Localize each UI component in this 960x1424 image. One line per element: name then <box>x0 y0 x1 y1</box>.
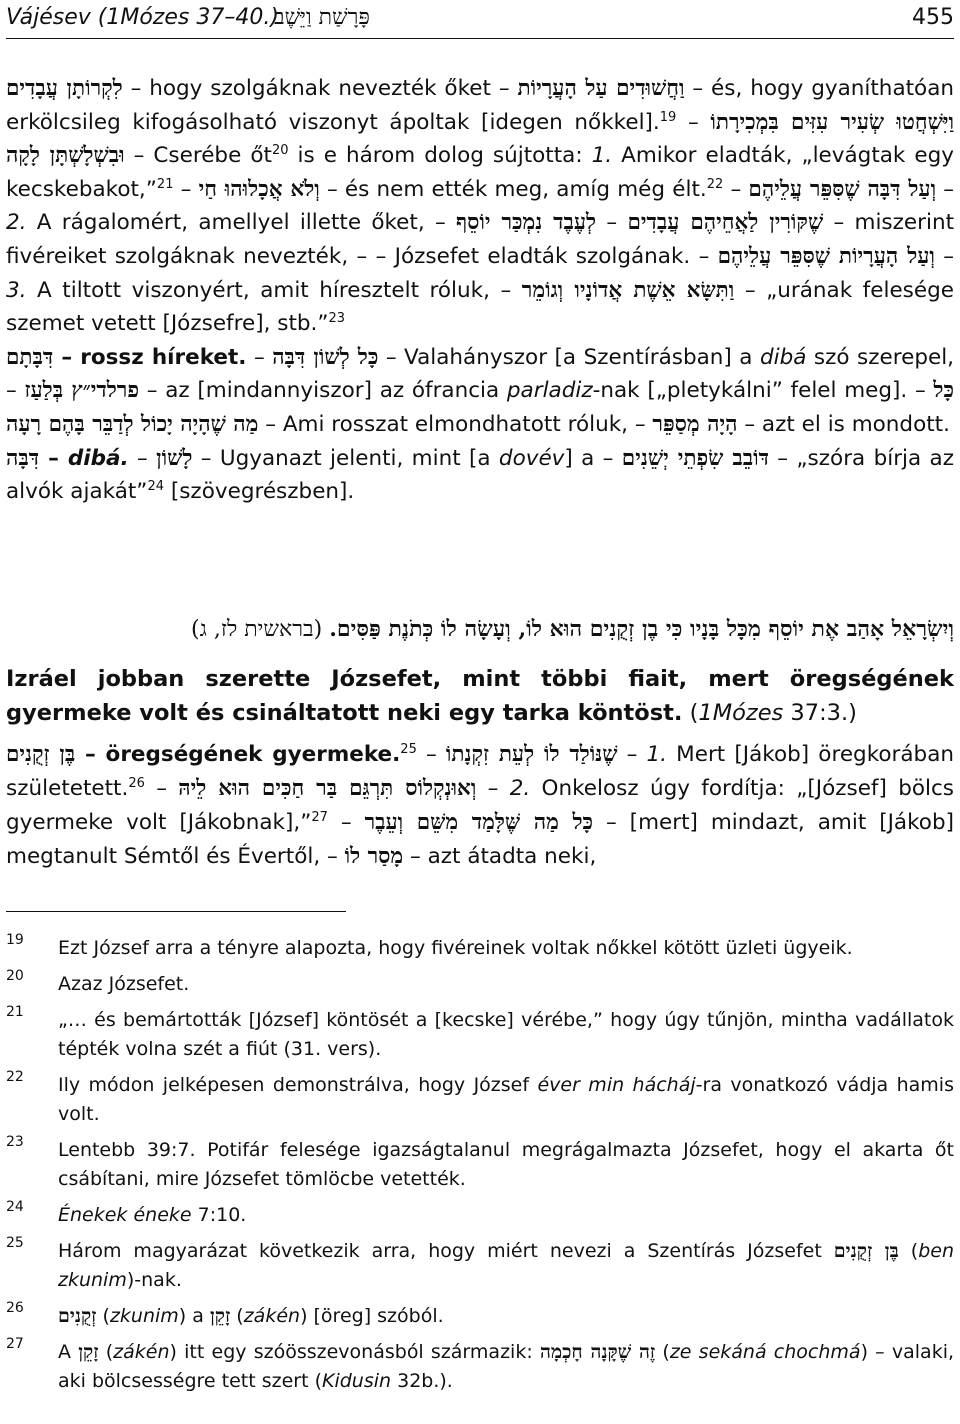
footnote-ref-24[interactable]: 24 <box>147 478 164 494</box>
text: – <box>246 344 273 370</box>
text: – azt el is mondott. <box>737 411 950 437</box>
text: – <box>723 176 749 202</box>
text: – Józsefet eladták szolgának. – <box>375 243 718 269</box>
text: „… és bemártották [József] köntösét a [kecske] vérébe,” hogy úgy tűnjön, mintha vadállatok tépték volna szét a fiút (31. vers). <box>58 1009 954 1060</box>
footnote-25 <box>6 1237 954 1295</box>
text: Ezt József arra a tényre alapozta, hogy fivéreinek voltak nőkkel kötött üzleti ügyeik. <box>58 937 853 959</box>
hebrew-quote: זֶה שֶׁקָּנָה חָכְמָה <box>539 1341 656 1363</box>
page-header <box>6 0 954 40</box>
headword-gloss: – öregségének gyermeke. <box>75 742 401 767</box>
italic-term: Énekek éneke <box>58 1204 192 1226</box>
text: ( <box>96 1305 110 1327</box>
footnote-27 <box>6 1338 954 1396</box>
italic-term: zkunim <box>109 1305 179 1327</box>
verse-reference: (בראשית לז, ג) <box>191 617 330 642</box>
italic-term: Kidusin <box>322 1370 392 1392</box>
verse-translation <box>6 662 954 730</box>
text: Azaz Józsefet. <box>58 973 190 995</box>
commentary-block-2 <box>6 738 954 874</box>
text: )-nak. <box>126 1269 182 1291</box>
text: ( <box>230 1305 244 1327</box>
enum-number: 1. <box>591 143 613 169</box>
text: -ra vonatkozó vádja hamis volt. <box>58 1074 954 1125</box>
text: is e három dolog sújtotta: <box>288 143 592 169</box>
footnote-text <box>58 1071 954 1129</box>
text: ( <box>682 700 699 726</box>
hebrew-quote: וַחֲשׁוּדִים עַל הָעֲרָיוֹת <box>517 76 685 101</box>
footnote-number: 20 <box>6 968 24 984</box>
footnote-20 <box>6 970 954 999</box>
hebrew-headword: בֶּן זְקֻנִים <box>6 742 76 767</box>
hebrew-quote: כָּל לְשׁוֹן דִּבָּה <box>272 344 379 370</box>
footnote-text <box>58 1237 954 1295</box>
footnote-19 <box>6 934 954 963</box>
hebrew-quote: כָּל מַה שֶּׁלָּמַד מִשֵּׁם וְעֵבֶר <box>364 810 594 835</box>
footnote-number: 24 <box>6 1199 24 1215</box>
italic-term: ben zkunim <box>58 1240 954 1291</box>
footnote-text <box>58 1201 954 1230</box>
footnote-ref-23[interactable]: 23 <box>328 311 346 326</box>
hebrew-quote: וַתִּשָּׂא אֵשֶׁת אֲדוֹנָיו וְגוֹמֵר <box>521 277 735 303</box>
hebrew-quote: וְאוּנְקְלוֹס תִּרְגֵּם בַּר חַכִּים הוּא לֵיהּ <box>178 776 477 801</box>
text: ( <box>655 1341 670 1363</box>
text: – <box>173 176 199 202</box>
hebrew-quote: הָיָה מְסַפֵּר <box>652 411 738 437</box>
text: A rágalomért, amellyel illette őket, – <box>26 210 456 236</box>
footnote-text <box>58 1338 954 1396</box>
text: – és nem ették meg, amíg még élt. <box>319 176 707 202</box>
text: 32b.). <box>391 1370 453 1392</box>
paragraph-3 <box>6 442 954 509</box>
parashah-name: פָּרָשַׁת וַיֵּשֶׁב <box>274 5 370 30</box>
page-number: 455 <box>912 5 954 30</box>
text: ] a – <box>564 445 622 471</box>
reference-book: 1Mózes <box>698 700 784 726</box>
text: [szövegrészben]. <box>164 479 355 505</box>
text: – az [mindannyiszor] az ófrancia <box>139 378 507 404</box>
hebrew-headword: דִּבָּה <box>6 445 40 471</box>
footnote-text <box>58 1136 954 1194</box>
text: – „urának felesége szemet vetett [Józsefre], stb.” <box>6 277 954 337</box>
hebrew-quote: בֶּן זְקֻנִים <box>833 1240 899 1262</box>
hebrew-verse <box>6 612 954 647</box>
italic-term: zákén <box>243 1305 301 1327</box>
text: – <box>676 109 711 135</box>
hebrew-quote: לְעֶבֶד נִמְכַּר יוֹסֵף <box>456 210 597 236</box>
footnote-ref-26[interactable]: 26 <box>128 775 145 791</box>
text: – <box>617 742 647 767</box>
hebrew-quote: זָקֵן <box>78 1341 99 1363</box>
headword-gloss: dibá. <box>67 445 129 471</box>
commentary-block-1 <box>6 72 954 509</box>
footnote-22 <box>6 1071 954 1129</box>
text: – „szóra bírja az alvók ajakát” <box>6 445 954 505</box>
text: – Ugyanazt jelenti, mint [a <box>192 445 499 471</box>
footnote-number: 27 <box>6 1336 24 1352</box>
footnote-text <box>58 934 954 963</box>
footnote-rule <box>6 911 346 912</box>
italic-term: parladiz <box>506 378 593 404</box>
text: – miszerint fivéreiket szolgáknak nevezték, – <box>6 210 954 269</box>
footnote-text <box>58 1006 954 1064</box>
footnote-number: 25 <box>6 1235 24 1251</box>
footnote-21 <box>6 1006 954 1064</box>
text: – hogy szolgáknak nevezték őket – <box>122 76 518 101</box>
hebrew-headword: דִּבָּתָם <box>6 344 54 370</box>
hebrew-quote: וְעַל דִּבָּה שֶׁסִּפֵּר עֲלֵיהֶם <box>748 176 937 202</box>
footnote-number: 22 <box>6 1069 24 1085</box>
text: ) – valaki, aki bölcsességre tett szert ( <box>58 1341 955 1392</box>
verse-text: וְיִשְׂרָאֵל אָהַב אֶת יוֹסֵף מִכָּל בָּנָיו כִּי בֶן זְקֻנִים הוּא לוֹ, וְעָשָׂה לוֹ כְּתֹנֶת פַּסִּים. <box>329 616 954 642</box>
footnote-26 <box>6 1302 954 1331</box>
footnote-ref-20[interactable]: 20 <box>271 143 289 159</box>
running-title: Vájésev (1Mózes 37–40.) <box>6 5 279 30</box>
hebrew-quote: וְעַל הָעֲרָיוֹת שֶׁסִּפֵּר עֲלֵיהֶם <box>717 243 935 269</box>
footnote-ref-19[interactable]: 19 <box>659 109 677 125</box>
text: A <box>58 1341 79 1363</box>
text: – <box>416 742 446 767</box>
hebrew-quote: שֶׁקּוֹרִין לַאֲחֵיהֶם עֲבָדִים <box>627 210 824 236</box>
text: A tiltott viszonyért, amit híresztelt róluk, – <box>26 277 522 303</box>
text: – Ami rosszat elmondhatott róluk, – <box>258 411 653 437</box>
headword-gloss: – rossz híreket. <box>53 344 247 370</box>
text: – <box>936 176 955 202</box>
enum-number: 1. <box>646 742 668 767</box>
text: ( <box>898 1240 919 1262</box>
text: – Cserébe őt <box>124 143 272 169</box>
text: ) a <box>178 1305 210 1327</box>
footnote-ref-25[interactable]: 25 <box>400 741 417 757</box>
text: Onkelosz úgy fordítja: „[József] bölcs gyermeke volt [Jákobnak],” <box>6 776 955 835</box>
text: ( <box>98 1341 114 1363</box>
hebrew-quote: זְקֻנִים <box>58 1305 97 1327</box>
text: -nak [„pletykálni” felel meg]. – <box>592 378 934 404</box>
text: Ily módon jelképesen demonstrálva, hogy József <box>58 1074 538 1096</box>
text: – azt átadta neki, <box>403 844 597 869</box>
hebrew-quote: לָשׁוֹן <box>156 445 193 471</box>
hebrew-quote: פרלדי״ץ בְּלַעַז <box>24 378 140 404</box>
text: Mert [Jákob] öregkorában születetett. <box>6 742 954 801</box>
footnotes <box>6 934 954 1403</box>
text: Amikor eladták, „levágtak egy kecskebakot,” <box>6 143 955 202</box>
italic-term: dovév <box>498 445 565 471</box>
text: Három magyarázat következik arra, hogy miért nevezi a Szentírás Józsefet <box>58 1240 834 1262</box>
footnote-24 <box>6 1201 954 1230</box>
hebrew-quote: דּוֹבֵב שִׂפְתֵי יְשֵׁנִים <box>621 445 769 471</box>
italic-term: ze sekáná chochmá <box>669 1341 861 1363</box>
text: – <box>128 445 157 471</box>
paragraph-1 <box>6 72 954 341</box>
text: – [mert] mindazt, amit [Jákob] megtanult Sémtől és Évertől, – <box>6 810 954 869</box>
hebrew-quote: וְלֹא אֲכָלוּהוּ חַי <box>198 176 320 202</box>
hebrew-quote: זָקֵן <box>209 1305 231 1327</box>
footnote-number: 23 <box>6 1134 24 1150</box>
footnote-number: 19 <box>6 932 24 948</box>
italic-term: dibá <box>759 344 807 370</box>
headword-gloss: – <box>39 445 68 471</box>
footnote-number: 21 <box>6 1004 24 1020</box>
footnote-number: 26 <box>6 1300 24 1316</box>
text: szó szerepel, – <box>6 344 954 404</box>
text: – <box>596 210 628 236</box>
footnote-text <box>58 1302 954 1331</box>
translation-text: Izráel jobban szerette Józsefet, mint többi fiait, mert öregségének gyermeke volt és csináltatott neki egy tarka köntöst. <box>6 666 954 726</box>
text: – Valahányszor [a Szentírásban] a <box>378 344 760 370</box>
footnote-ref-21[interactable]: 21 <box>156 176 174 192</box>
text: – <box>934 243 954 269</box>
footnote-ref-27[interactable]: 27 <box>311 809 328 825</box>
enum-number: 3. <box>6 277 27 303</box>
text: – és, hogy gyaníthatóan erkölcsileg kifogásolható viszonyt ápoltak [idegen nőkkel]. <box>6 76 954 135</box>
hebrew-quote: וַיִּשְׁחֲטוּ שְׂעִיר עִזִּים בִּמְכִירָתוֹ וּבִשְׁלָשְׁתָּן לָקָה <box>6 109 954 169</box>
italic-term: zákén <box>113 1341 170 1363</box>
text: ) [öreg] szóból. <box>300 1305 444 1327</box>
footnote-23 <box>6 1136 954 1194</box>
italic-term: éver min hácháj <box>537 1074 696 1096</box>
text: – <box>144 776 179 801</box>
text: ) itt egy szóösszevonásból származik: <box>169 1341 540 1363</box>
hebrew-quote: לִקְרוֹתָן עֲבָדִים <box>6 76 123 101</box>
footnote-text <box>58 970 954 999</box>
text: 7:10. <box>191 1204 247 1226</box>
footnote-ref-22[interactable]: 22 <box>706 176 724 192</box>
enum-number: 2. <box>6 210 27 236</box>
hebrew-quote: מָסַר לוֹ <box>344 844 404 869</box>
paragraph-2 <box>6 341 954 442</box>
reference-rest: 37:3.) <box>783 700 857 726</box>
text: Lentebb 39:7. Potifár felesége igazságtalanul megrágalmazta Józsefet, hogy el akarta őt csábítani, mire Józsefet tömlöcbe vetették. <box>58 1139 954 1190</box>
hebrew-quote: כָּל מַה שֶׁהָיָה יָכוֹל לְדַבֵּר בָּהֶם רָעָה <box>6 378 954 437</box>
header-rule <box>6 38 954 39</box>
text: – <box>476 776 510 801</box>
enum-number: 2. <box>509 776 531 801</box>
text: – <box>327 810 365 835</box>
hebrew-quote: שֶׁנּוֹלַד לוֹ לְעֵת זִקְנָתוֹ <box>445 742 618 767</box>
